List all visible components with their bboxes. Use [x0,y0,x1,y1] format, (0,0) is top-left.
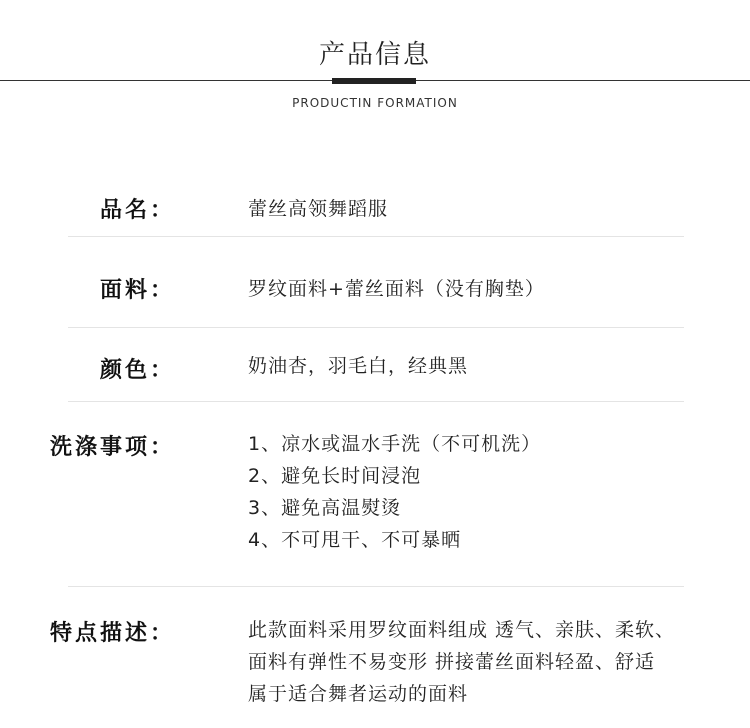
fabric-value: 罗纹面料+蕾丝面料（没有胸垫） [248,278,545,300]
row-divider [68,236,684,237]
page-subtitle: PRODUCTIN FORMATION [292,96,458,110]
feature-description-line: 属于适合舞者运动的面料 [248,683,469,705]
features-description [248,614,675,710]
row-divider [68,401,684,402]
feature-description-line: 面料有弹性不易变形 拼接蕾丝面料轻盈、舒适 [248,651,656,673]
row-divider [68,327,684,328]
washing-instruction-line: 2、避免长时间浸泡 [248,465,422,487]
washing-instruction-line: 1、凉水或温水手洗（不可机洗） [248,433,542,455]
features-label: 特点描述： [50,621,176,646]
page-title: 产品信息 [318,40,431,70]
feature-description-line: 此款面料采用罗纹面料组成 透气、亲肤、柔软、 [248,619,676,641]
washing-instruction-line: 4、不可甩干、不可暴晒 [248,529,462,551]
title-accent-bar [332,78,416,84]
washing-label: 洗涤事项： [50,435,176,460]
color-label: 颜色： [100,358,176,383]
washing-instruction-line: 3、避免高温熨烫 [248,497,402,519]
fabric-label: 面料： [100,278,176,303]
washing-instructions [248,428,541,556]
row-divider [68,586,684,587]
product-name-value: 蕾丝高领舞蹈服 [248,198,389,220]
product-name-label: 品名： [100,198,176,223]
color-value: 奶油杏，羽毛白，经典黑 [248,355,469,377]
